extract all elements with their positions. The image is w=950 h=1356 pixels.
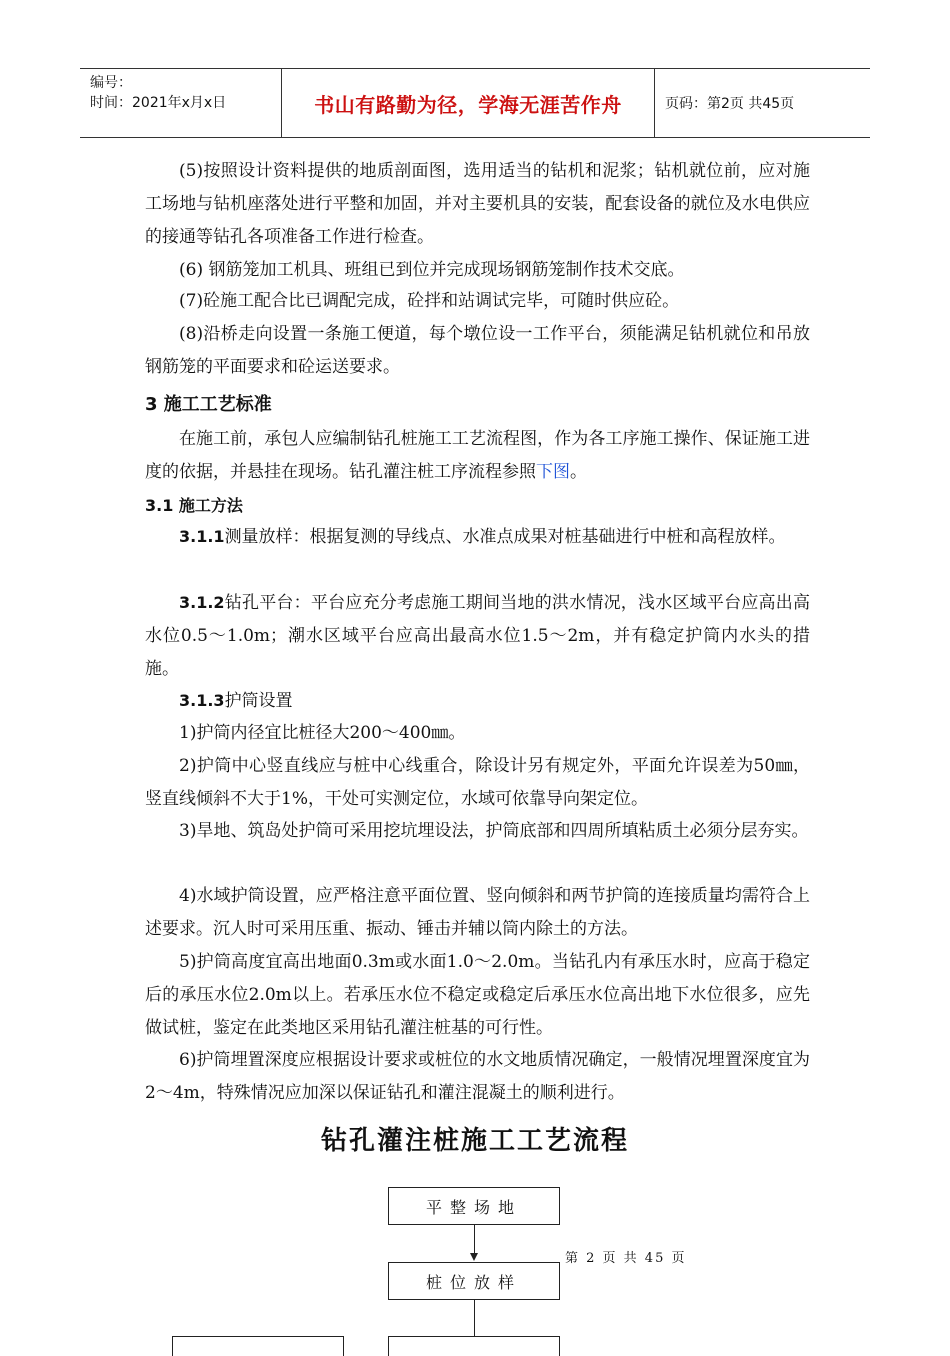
section-3-1-heading: 3.1 施工方法: [145, 496, 243, 515]
flowchart-title: 钻孔灌注桩施工工艺流程: [320, 1126, 629, 1156]
serial-label: 编号：: [90, 75, 132, 91]
flow-step-level-site: 平整场地: [388, 1187, 560, 1225]
paragraph-7: (7)砼施工配合比已调配完成，砼拌和站调试完毕，可随时供应砼。: [179, 291, 680, 311]
intro-text: 在施工前，承包人应编制钻孔桩施工工艺流程图，作为各工序施工操作、保证施工进度的依据，并悬挂在现场。钻孔灌注桩工序流程参照: [145, 429, 810, 482]
item-number: 3.1.2: [179, 593, 225, 612]
paragraph-5: (5)按照设计资料提供的地质剖面图，选用适当的钻机和泥浆；钻机就位前，应对施工场地与钻机座落处进行平整和加固，并对主要机具的安装，配套设备的就位及水电供应的接通等钻孔各项准备工作进行检查。: [145, 161, 810, 247]
page-footer: 第 2 页 共 45 页: [565, 1251, 687, 1266]
figure-link[interactable]: 下图: [536, 462, 570, 482]
section-3-heading: 3 施工工艺标准: [145, 394, 272, 415]
page-info: 页码：第2页 共45页: [665, 96, 795, 112]
casing-clause-1: 1)护筒内径宜比桩径大200～400㎜。: [179, 723, 466, 743]
page-header: [80, 68, 870, 138]
item-number: 3.1.1: [179, 527, 225, 546]
item-number: 3.1.3: [179, 691, 225, 710]
flow-step-partial-center: [388, 1336, 560, 1356]
motto: 书山有路勤为径，学海无涯苦作舟: [282, 69, 655, 137]
casing-clause-4: 4)水域护筒设置，应严格注意平面位置、竖向倾斜和两节护筒的连接质量均需符合上述要求。沉人时可采用压重、振动、锤击并辅以筒内除土的方法。: [145, 886, 810, 939]
item-3-1-3: [145, 684, 810, 718]
paragraph-6: (6) 钢筋笼加工机具、班组已到位并完成现场钢筋笼制作技术交底。: [179, 260, 685, 280]
casing-clause-3: 3)旱地、筑岛处护筒可采用挖坑埋设法，护筒底部和四周所填粘质土必须分层夯实。: [179, 821, 809, 841]
header-left-cell: [80, 69, 282, 137]
section-3-intro: [145, 423, 810, 489]
flow-step-pile-layout: 桩位放样: [388, 1262, 560, 1300]
date-label: 时间：2021年x月x日: [90, 95, 227, 111]
flow-step-partial-left: [172, 1336, 344, 1356]
item-text: 测量放样：根据复测的导线点、水准点成果对桩基础进行中桩和高程放样。: [224, 527, 786, 547]
casing-clause-2: 2)护筒中心竖直线应与桩中心线重合，除设计另有规定外，平面允许误差为50㎜，竖直线倾斜不大于1%，干处可实测定位，水域可依靠导向架定位。: [145, 756, 810, 809]
flow-connector: [474, 1225, 475, 1255]
item-3-1-1: [145, 520, 810, 554]
casing-clause-6: 6)护筒埋置深度应根据设计要求或桩位的水文地质情况确定，一般情况埋置深度宜为2～4m，特殊情况应加深以保证钻孔和灌注混凝土的顺利进行。: [145, 1050, 810, 1103]
casing-clause-5: 5)护筒高度宜高出地面0.3m或水面1.0～2.0m。当钻孔内有承压水时，应高于稳定后的承压水位2.0m以上。若承压水位不稳定或稳定后承压水位高出地下水位很多，应先做试桩，鉴定在此类地区采用钻孔灌注桩基的可行性。: [145, 952, 810, 1038]
paragraph-8: (8)沿桥走向设置一条施工便道，每个墩位设一工作平台，须能满足钻机就位和吊放钢筋笼的平面要求和砼运送要求。: [145, 324, 810, 377]
intro-end: 。: [570, 462, 587, 482]
item-3-1-2: [145, 586, 810, 686]
item-text: 钻孔平台：平台应充分考虑施工期间当地的洪水情况，浅水区域平台应高出高水位0.5～1.0m；潮水区域平台应高出最高水位1.5～2m，并有稳定护筒内水头的措施。: [145, 593, 810, 679]
item-text: 护筒设置: [224, 691, 293, 711]
arrow-down-icon: [470, 1253, 478, 1261]
